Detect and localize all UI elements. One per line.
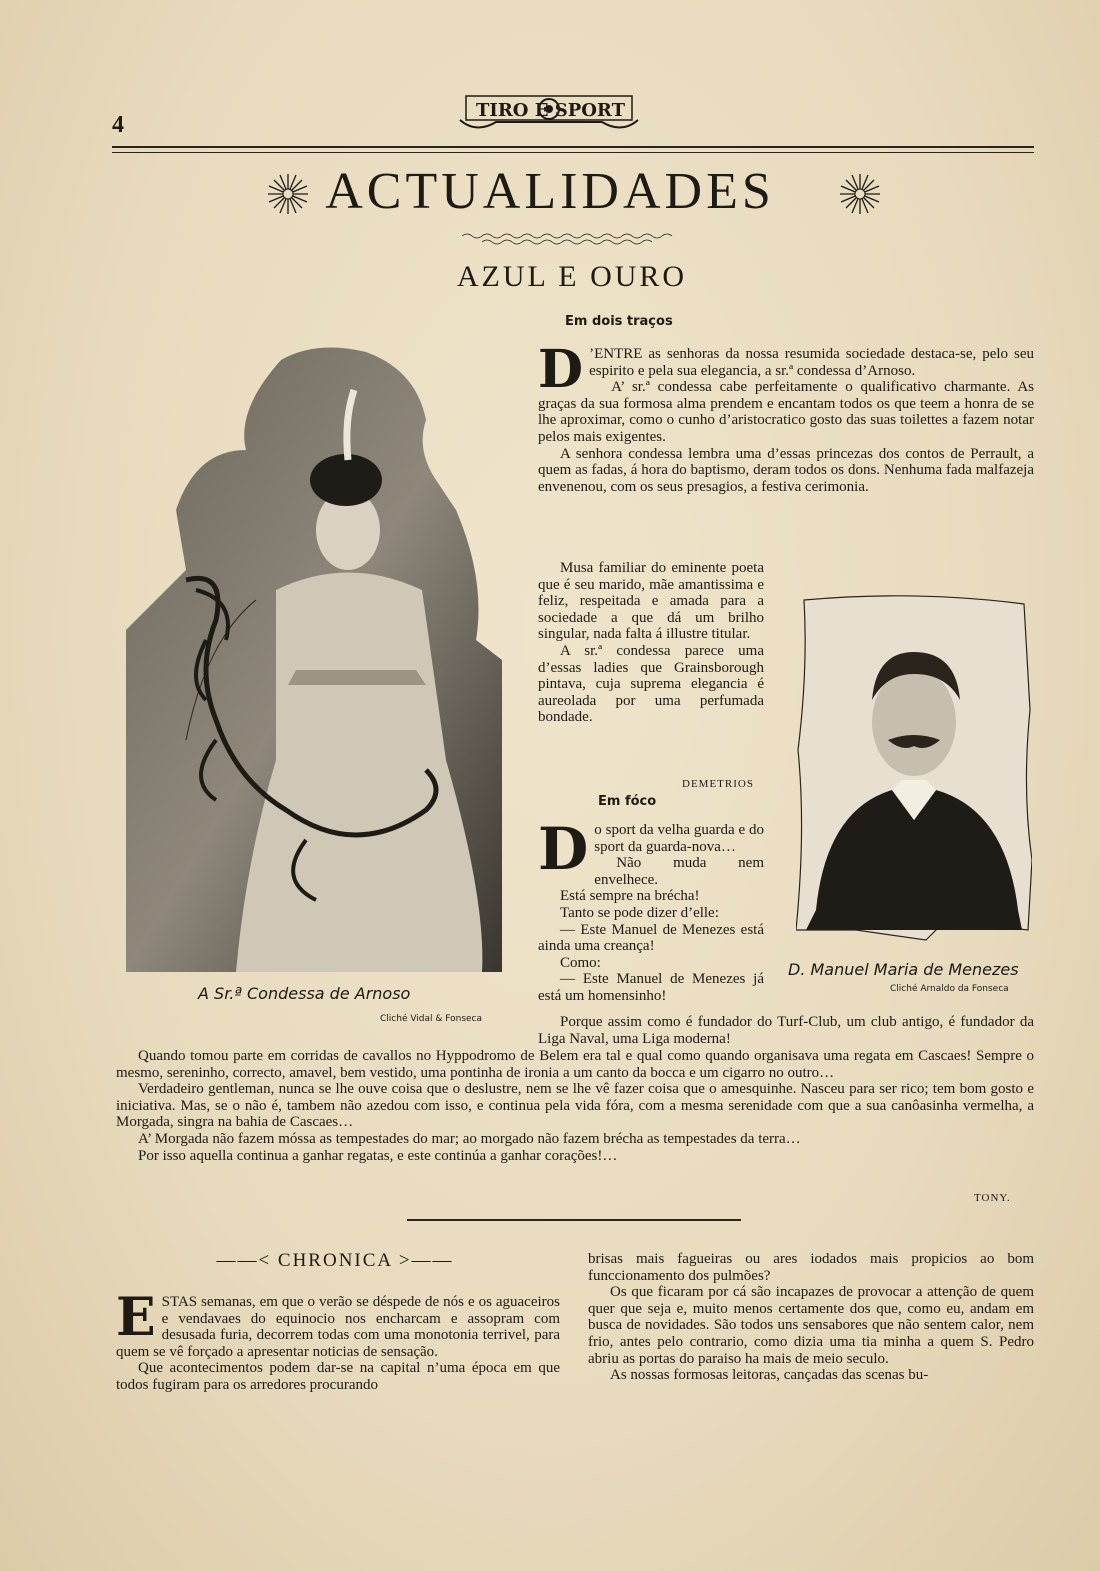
- chronica-paragraph-1: STAS semanas, em que o verão se déspede de nós e os aguaceiros e vendavaes do equinocio nos encharcam e assopram com desusada furia, decorrem todas com uma monotonia terrivel, para quem se vê forçado a apresentar noticias de sensação.: [116, 1294, 560, 1360]
- part1-text-upper: [538, 339, 1034, 495]
- subheading-em-foco: Em fóco: [598, 794, 657, 809]
- dropcap-d: D: [538, 339, 584, 400]
- part2-line-5: Como:: [560, 954, 601, 971]
- chronica-left-column: [116, 1287, 560, 1394]
- chronica-paragraph-3: brisas mais fagueiras ou ares iodados mais propicios ao bom funccionamento dos pulmões?: [588, 1251, 1034, 1284]
- part2-paragraph-wide-3: Verdadeiro gentleman, nunca se lhe ouve coisa que o deslustre, nem se lhe vê fazer coisa que o amesquinhe. Nasceu para ser rico; tem bom gosto e iniciativa. Mas, se o não é, tambem não azedou com isso, e continua pela vida fóra, com a mesma serenidade com que a sua canôasinha vermelha, a Morgada, singra na bahia de Cascaes…: [116, 1081, 1034, 1131]
- part2-line-6: — Este Manuel de Menezes já está um homensinho!: [538, 971, 764, 1004]
- part2-text-full: [116, 1048, 1034, 1164]
- dropcap-d-2: D: [538, 815, 589, 883]
- chronica-heading: CHRONICA: [277, 1250, 393, 1271]
- section-title: ACTUALIDADES: [325, 163, 775, 220]
- part2-line-1: Não muda nem envelhece.: [594, 855, 764, 888]
- part1-paragraph-2: A’ sr.ª condessa cabe perfeitamente o qualificativo charmante. As graças da sua formosa alma prendem e encantam todos os que teem a honra de se lhe aproximar, como o cunho d’aristocratico gosto das suas toilettes a fazem notar pelos mais exigentes.: [538, 379, 1034, 445]
- part2-line-3: Tanto se pode dizer d’elle:: [560, 904, 719, 921]
- part2-paragraph-wide-1: Porque assim como é fundador do Turf-Club, um club antigo, é fundador da Liga Naval, uma Liga moderna!: [538, 1014, 1034, 1047]
- part2-text-wide-right: [538, 1014, 1034, 1047]
- chronica-title: [185, 1250, 485, 1272]
- dash-ornament-icon: ——<: [216, 1250, 272, 1271]
- part2-paragraph-1: o sport da velha guarda e do sport da guarda-nova…: [594, 822, 764, 855]
- section-divider: [407, 1219, 741, 1224]
- part1-text-narrow: [538, 560, 764, 726]
- chronica-right-column: [588, 1251, 1034, 1384]
- credit-condessa: Cliché Vidal & Fonseca: [380, 1014, 483, 1024]
- header-rule: [112, 146, 1034, 153]
- signature-demetrios: DEMETRIOS: [682, 778, 754, 790]
- part2-text-narrow: [538, 815, 764, 1005]
- page-number: 4: [112, 112, 124, 138]
- signature-tony: TONY.: [974, 1192, 1011, 1204]
- masthead-text: TIRO E SPORT: [476, 100, 625, 121]
- part1-paragraph-3: A senhora condessa lembra uma d’essas princezas dos contos de Perrault, a quem as fadas, á hora do baptismo, deram todos os dons. Nenhuma fada malfazeja envenenou, com os seus presagios, a festiva cerimonia.: [538, 445, 1034, 495]
- portrait-menezes: [796, 590, 1032, 950]
- part2-line-4: — Este Manuel de Menezes está ainda uma creança!: [538, 921, 764, 955]
- subheading-em-dois-tracos: Em dois traços: [565, 314, 673, 329]
- title-ornament: [462, 232, 682, 246]
- part2-paragraph-wide-5: Por isso aquella continua a ganhar regatas, e este continúa a ganhar corações!…: [138, 1147, 618, 1164]
- part2-line-2: Está sempre na bréchа!: [560, 888, 700, 905]
- dash-ornament-icon: >——: [398, 1250, 454, 1271]
- dropcap-e: E: [116, 1287, 156, 1348]
- caption-menezes: D. Manuel Maria de Menezes: [788, 960, 1019, 979]
- part1-paragraph-4: Musa familiar do eminente poeta que é seu marido, mãe amantissima e feliz, respeitada e amada para a sociedade a que dá um brilho singular, nada falta á illustre titular.: [538, 560, 764, 643]
- caption-condessa: A Sr.ª Condessa de Arnoso: [198, 984, 411, 1003]
- chronica-paragraph-5: As nossas formosas leitoras, cançadas das scenas bu-: [610, 1367, 929, 1384]
- article-title: AZUL E OURO: [456, 260, 688, 293]
- part2-paragraph-wide-2: Quando tomou parte em corridas de cavallos no Hyppodromo de Belem era tal e qual como quando organisava uma regata em Cascaes! Sempre o mesmo, sereninho, correcto, amavel, bem vestido, uma pontinha de ironia a um canto da bocca e um cigarro no outro…: [116, 1048, 1034, 1081]
- part1-paragraph-1: ’ENTRE as senhoras da nossa resumida sociedade destaca-se, pelo seu espirito e pela sua elegancia, a sr.ª condessa d’Arnoso.: [589, 346, 1034, 379]
- part2-paragraph-wide-4: A’ Morgada não fazem móssa as tempestades do mar; ao morgado não fazem brécha as tempestades da terra…: [138, 1130, 801, 1147]
- chronica-paragraph-2: Que acontecimentos podem dar-se na capital n’uma época em que todos fugiram para os arredores procurando: [116, 1360, 560, 1393]
- credit-menezes: Cliché Arnaldo da Fonseca: [890, 984, 1009, 994]
- masthead-logo: [456, 90, 642, 136]
- portrait-condessa: [126, 340, 502, 972]
- chronica-paragraph-4: Os que ficaram por cá são incapazes de provocar a attenção de quem quer que seja e, muito menos certamente dos que, como eu, andam em busca de novidades. São todos uns sensabores que não sentem calor, nem frio, antes pelo contrario, como dizia uma tia minha a quem S. Pedro abriu as portas do paraiso ha mais de meio seculo.: [588, 1284, 1034, 1367]
- part1-paragraph-5: A sr.ª condessa parece uma d’essas ladies que Grainsborough pintava, cuja suprema elegancia é aureolada por uma perfumada bondade.: [538, 642, 764, 726]
